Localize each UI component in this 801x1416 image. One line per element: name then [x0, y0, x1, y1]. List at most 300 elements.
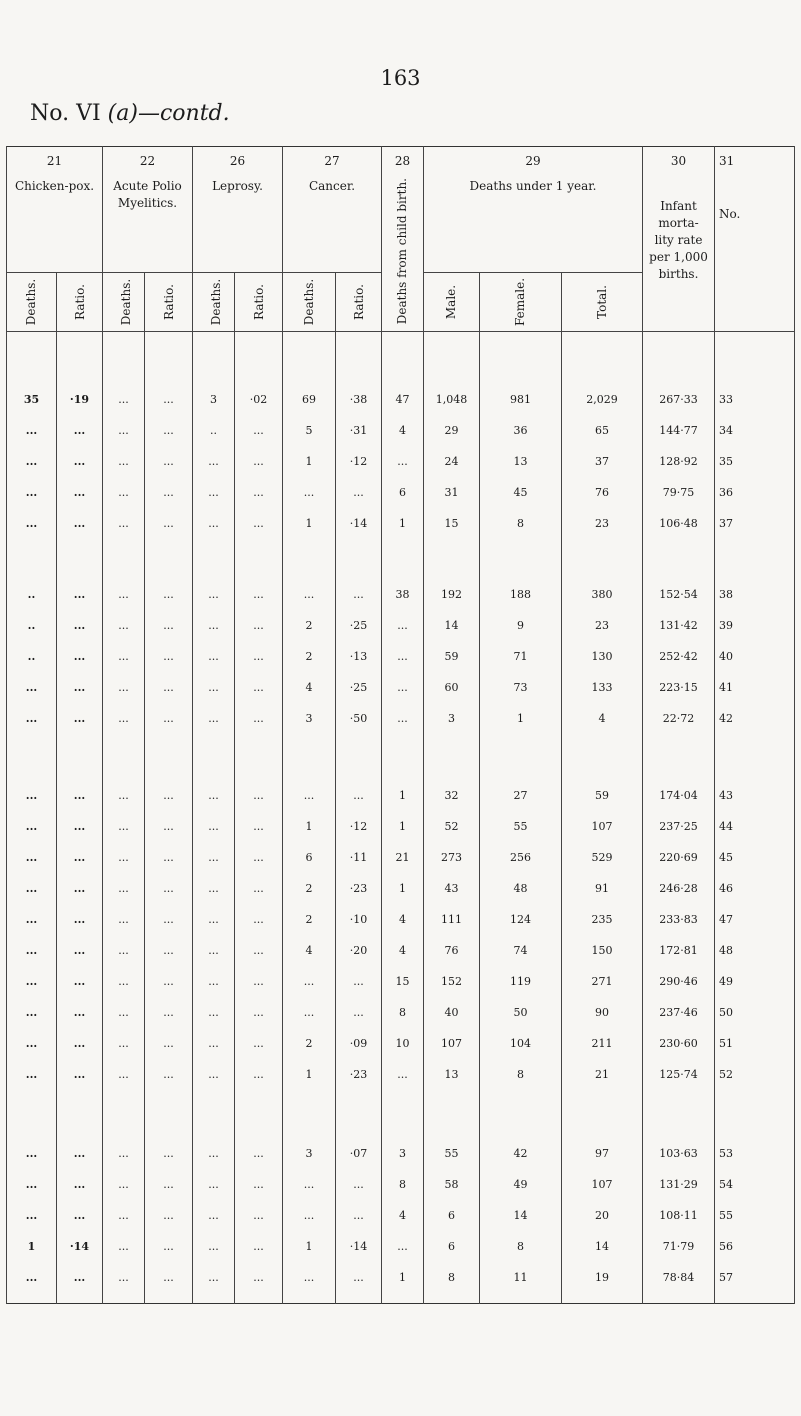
- table-cell: 267·33: [643, 384, 715, 415]
- table-cell: ...: [145, 384, 193, 415]
- table-cell: 47: [382, 384, 424, 415]
- table-cell: ...: [57, 780, 103, 811]
- table-cell: ...: [235, 1059, 283, 1090]
- table-row: [7, 811, 795, 842]
- table-cell: 10: [382, 1028, 424, 1059]
- table-cell: ·02: [235, 384, 283, 415]
- table-cell: ...: [103, 1262, 145, 1293]
- table-cell: ...: [283, 477, 336, 508]
- subheader-female: [480, 273, 562, 332]
- table-cell: 1: [382, 811, 424, 842]
- table-cell: ...: [7, 672, 57, 703]
- table-cell: ·25: [336, 672, 382, 703]
- table-cell: ·38: [336, 384, 382, 415]
- table-cell: ·14: [57, 1231, 103, 1262]
- table-cell: ...: [193, 672, 235, 703]
- table-cell: ...: [103, 641, 145, 672]
- table-cell: ·23: [336, 1059, 382, 1090]
- table-cell: 35: [7, 384, 57, 415]
- table-cell: 15: [424, 508, 480, 539]
- table-cell: ...: [103, 1169, 145, 1200]
- table-cell: 37: [715, 508, 795, 539]
- table-cell: 256: [480, 842, 562, 873]
- spacer-cell: [424, 539, 480, 579]
- table-cell: ·11: [336, 842, 382, 873]
- table-cell: 8: [480, 508, 562, 539]
- table-cell: 131·42: [643, 610, 715, 641]
- table-cell: ...: [193, 446, 235, 477]
- spacer-cell: [193, 1293, 235, 1304]
- table-cell: ...: [57, 579, 103, 610]
- table-cell: ·12: [336, 811, 382, 842]
- table-cell: ...: [193, 1200, 235, 1231]
- table-cell: 152·54: [643, 579, 715, 610]
- group-spacer: [7, 734, 795, 780]
- table-cell: 40: [715, 641, 795, 672]
- table-cell: 11: [480, 1262, 562, 1293]
- table-cell: ·13: [336, 641, 382, 672]
- header-child-birth: [382, 147, 424, 332]
- table-cell: 380: [562, 579, 643, 610]
- table-cell: ...: [145, 873, 193, 904]
- subheader-male-label: Male.: [444, 284, 459, 320]
- spacer-cell: [643, 1293, 715, 1304]
- table-cell: ...: [57, 873, 103, 904]
- table-cell: ...: [283, 579, 336, 610]
- table-cell: ...: [145, 997, 193, 1028]
- subheader-deaths: [283, 273, 336, 332]
- spacer-cell: [235, 1090, 283, 1138]
- table-row: [7, 477, 795, 508]
- table-cell: 981: [480, 384, 562, 415]
- table-cell: 76: [424, 935, 480, 966]
- table-row: [7, 935, 795, 966]
- table-cell: ...: [235, 610, 283, 641]
- table-cell: ...: [57, 672, 103, 703]
- header-child-birth-title: Deaths from child birth.: [395, 178, 410, 325]
- table-cell: 37: [562, 446, 643, 477]
- table-cell: ...: [7, 1262, 57, 1293]
- spacer-cell: [562, 734, 643, 780]
- table-cell: 4: [283, 672, 336, 703]
- table-cell: ...: [103, 703, 145, 734]
- table-cell: 59: [424, 641, 480, 672]
- table-cell: 106·48: [643, 508, 715, 539]
- table-cell: 74: [480, 935, 562, 966]
- spacer-cell: [336, 734, 382, 780]
- table-cell: 107: [562, 811, 643, 842]
- heading-italic: (a)—contd.: [107, 101, 230, 126]
- table-cell: ..: [7, 641, 57, 672]
- table-cell: 237·25: [643, 811, 715, 842]
- table-cell: ...: [103, 966, 145, 997]
- table-cell: 107: [424, 1028, 480, 1059]
- table-cell: 58: [424, 1169, 480, 1200]
- table-cell: ...: [235, 508, 283, 539]
- subheader-ratio-label: Ratio.: [72, 284, 87, 320]
- header-chicken-pox: [7, 147, 103, 273]
- table-cell: 6: [283, 842, 336, 873]
- table-cell: ...: [145, 966, 193, 997]
- table-cell: 1: [7, 1231, 57, 1262]
- table-footer-spacer: [7, 1293, 795, 1304]
- table-cell: 2: [283, 873, 336, 904]
- table-cell: 52: [424, 811, 480, 842]
- table-cell: 1: [382, 508, 424, 539]
- table-cell: 223·15: [643, 672, 715, 703]
- table-cell: ...: [193, 780, 235, 811]
- table-cell: ...: [145, 446, 193, 477]
- table-cell: ...: [7, 1138, 57, 1169]
- table-cell: 144·77: [643, 415, 715, 446]
- table-cell: ...: [193, 641, 235, 672]
- spacer-cell: [480, 734, 562, 780]
- subheader-ratio-label: Ratio.: [161, 284, 176, 320]
- table-cell: ...: [7, 508, 57, 539]
- subheader-deaths: [7, 273, 57, 332]
- header-no: [715, 147, 795, 332]
- table-heading: [30, 101, 230, 126]
- table-cell: ·09: [336, 1028, 382, 1059]
- table-cell: 54: [715, 1169, 795, 1200]
- colnum-26: 26: [229, 154, 246, 168]
- table-cell: 111: [424, 904, 480, 935]
- subheader-total: [562, 273, 643, 332]
- table-cell: 15: [382, 966, 424, 997]
- spacer-cell: [145, 332, 193, 385]
- table-cell: ...: [193, 997, 235, 1028]
- table-cell: ...: [145, 477, 193, 508]
- table-cell: ...: [57, 415, 103, 446]
- table-cell: ·20: [336, 935, 382, 966]
- table-cell: 38: [715, 579, 795, 610]
- table-cell: ...: [145, 1138, 193, 1169]
- table-cell: 235: [562, 904, 643, 935]
- colnum-30: 30: [670, 154, 687, 168]
- table-cell: ...: [235, 1028, 283, 1059]
- table-cell: ...: [382, 703, 424, 734]
- table-row: [7, 703, 795, 734]
- spacer-cell: [382, 1293, 424, 1304]
- table-row: [7, 1059, 795, 1090]
- table-cell: ...: [235, 1262, 283, 1293]
- subheader-deaths-label: Deaths.: [119, 278, 134, 326]
- subheader-deaths-label: Deaths.: [209, 278, 224, 326]
- spacer-cell: [7, 734, 57, 780]
- table-cell: ...: [336, 1262, 382, 1293]
- table-cell: 1: [283, 811, 336, 842]
- header-polio: [103, 147, 193, 273]
- table-cell: 14: [424, 610, 480, 641]
- table-cell: 41: [715, 672, 795, 703]
- table-cell: 22·72: [643, 703, 715, 734]
- table-cell: 23: [562, 610, 643, 641]
- colnum-31: 31: [719, 154, 735, 168]
- spacer-cell: [643, 1090, 715, 1138]
- colnum-28: 28: [394, 154, 411, 168]
- colnum-22: 22: [139, 154, 156, 168]
- table-cell: ...: [103, 1059, 145, 1090]
- table-cell: 45: [480, 477, 562, 508]
- table-cell: 4: [382, 935, 424, 966]
- spacer-cell: [382, 332, 424, 385]
- spacer-cell: [336, 539, 382, 579]
- spacer-cell: [103, 1090, 145, 1138]
- spacer-cell: [57, 1293, 103, 1304]
- table-cell: ...: [235, 1169, 283, 1200]
- table-row: [7, 997, 795, 1028]
- spacer-cell: [424, 734, 480, 780]
- table-cell: ...: [336, 1169, 382, 1200]
- table-cell: ...: [57, 1200, 103, 1231]
- table-cell: ...: [57, 997, 103, 1028]
- subheader-ratio-label: Ratio.: [351, 284, 366, 320]
- spacer-cell: [103, 539, 145, 579]
- table-cell: 20: [562, 1200, 643, 1231]
- spacer-cell: [424, 1293, 480, 1304]
- table-cell: 2: [283, 1028, 336, 1059]
- table-cell: 2,029: [562, 384, 643, 415]
- subheader-deaths-label: Deaths.: [302, 278, 317, 326]
- table-cell: ...: [145, 415, 193, 446]
- table-cell: ·10: [336, 904, 382, 935]
- table-cell: ...: [235, 780, 283, 811]
- table-cell: ...: [193, 1169, 235, 1200]
- table-cell: 3: [193, 384, 235, 415]
- table-cell: ...: [103, 811, 145, 842]
- table-cell: 42: [715, 703, 795, 734]
- table-cell: ...: [193, 904, 235, 935]
- table-cell: ...: [57, 1138, 103, 1169]
- table-cell: 59: [562, 780, 643, 811]
- spacer-cell: [336, 1090, 382, 1138]
- table-cell: 43: [715, 780, 795, 811]
- table-cell: 91: [562, 873, 643, 904]
- table-cell: 130: [562, 641, 643, 672]
- table-cell: 50: [715, 997, 795, 1028]
- table-cell: ...: [103, 477, 145, 508]
- table-cell: 8: [480, 1059, 562, 1090]
- table-cell: ...: [382, 641, 424, 672]
- table-cell: ...: [235, 842, 283, 873]
- table-cell: 4: [382, 1200, 424, 1231]
- table-cell: ...: [193, 703, 235, 734]
- spacer-cell: [145, 734, 193, 780]
- table-cell: ...: [235, 641, 283, 672]
- table-cell: ...: [235, 873, 283, 904]
- spacer-cell: [7, 539, 57, 579]
- table-cell: 36: [480, 415, 562, 446]
- spacer-cell: [57, 1090, 103, 1138]
- table-row: [7, 1169, 795, 1200]
- spacer-cell: [336, 332, 382, 385]
- table-cell: 49: [480, 1169, 562, 1200]
- spacer-cell: [145, 539, 193, 579]
- table-cell: 38: [382, 579, 424, 610]
- table-cell: ...: [57, 610, 103, 641]
- table-cell: ...: [57, 1028, 103, 1059]
- spacer-cell: [235, 1293, 283, 1304]
- table-cell: 3: [382, 1138, 424, 1169]
- spacer-cell: [193, 539, 235, 579]
- table-cell: 40: [424, 997, 480, 1028]
- spacer-cell: [382, 734, 424, 780]
- table-cell: ...: [103, 842, 145, 873]
- spacer-cell: [145, 1090, 193, 1138]
- table-cell: 43: [424, 873, 480, 904]
- header-cancer: [283, 147, 382, 273]
- table-cell: ...: [7, 811, 57, 842]
- spacer-cell: [283, 332, 336, 385]
- table-cell: ...: [57, 811, 103, 842]
- table-cell: 4: [283, 935, 336, 966]
- table-cell: 4: [562, 703, 643, 734]
- table-cell: 1,048: [424, 384, 480, 415]
- table-cell: ...: [7, 703, 57, 734]
- header-cancer-title: Cancer.: [308, 179, 356, 193]
- table-cell: 55: [480, 811, 562, 842]
- table-cell: 124: [480, 904, 562, 935]
- subheader-ratio: [145, 273, 193, 332]
- table-cell: 104: [480, 1028, 562, 1059]
- table-cell: ...: [103, 1200, 145, 1231]
- table-cell: 3: [283, 1138, 336, 1169]
- table-cell: 8: [382, 1169, 424, 1200]
- table-cell: ...: [235, 415, 283, 446]
- table-cell: 103·63: [643, 1138, 715, 1169]
- table-cell: ...: [336, 579, 382, 610]
- header-infant-mortality-title: Infant morta- lity rate per 1,000 births.: [649, 199, 708, 281]
- table-cell: 1: [382, 1262, 424, 1293]
- spacer-cell: [480, 1293, 562, 1304]
- table-cell: ...: [103, 780, 145, 811]
- table-cell: 78·84: [643, 1262, 715, 1293]
- table-cell: ...: [235, 703, 283, 734]
- table-cell: 14: [480, 1200, 562, 1231]
- table-cell: ...: [283, 1200, 336, 1231]
- table-cell: 133: [562, 672, 643, 703]
- table-row: [7, 873, 795, 904]
- table-cell: 27: [480, 780, 562, 811]
- table-cell: ...: [193, 873, 235, 904]
- table-cell: ...: [193, 1231, 235, 1262]
- table-cell: ·12: [336, 446, 382, 477]
- table-cell: ...: [193, 966, 235, 997]
- table-cell: 2: [283, 641, 336, 672]
- table-cell: ...: [193, 1059, 235, 1090]
- table-cell: ...: [145, 1231, 193, 1262]
- table-cell: 60: [424, 672, 480, 703]
- table-cell: ..: [7, 610, 57, 641]
- subheader-deaths: [103, 273, 145, 332]
- table-cell: ...: [235, 672, 283, 703]
- table-cell: ...: [7, 904, 57, 935]
- table-cell: ...: [57, 904, 103, 935]
- spacer-cell: [562, 539, 643, 579]
- page-number: 163: [380, 66, 421, 90]
- spacer-cell: [283, 734, 336, 780]
- table-cell: 5: [283, 415, 336, 446]
- table-cell: ...: [193, 935, 235, 966]
- table-cell: ...: [235, 579, 283, 610]
- table-cell: 46: [715, 873, 795, 904]
- table-cell: 1: [283, 1231, 336, 1262]
- table-cell: ...: [193, 811, 235, 842]
- table-cell: 107: [562, 1169, 643, 1200]
- spacer-cell: [103, 1293, 145, 1304]
- spacer-cell: [715, 539, 795, 579]
- table-cell: 220·69: [643, 842, 715, 873]
- group-spacer: [7, 332, 795, 385]
- table-cell: ·14: [336, 1231, 382, 1262]
- table-cell: ·23: [336, 873, 382, 904]
- table-row: [7, 672, 795, 703]
- table-cell: ...: [7, 1059, 57, 1090]
- spacer-cell: [562, 1293, 643, 1304]
- table-row: [7, 1231, 795, 1262]
- table-cell: ...: [103, 1231, 145, 1262]
- table-cell: 6: [382, 477, 424, 508]
- spacer-cell: [480, 539, 562, 579]
- table-cell: 55: [715, 1200, 795, 1231]
- group-spacer: [7, 1090, 795, 1138]
- table-cell: 188: [480, 579, 562, 610]
- table-cell: ...: [283, 780, 336, 811]
- table-cell: ·14: [336, 508, 382, 539]
- table-cell: ...: [7, 780, 57, 811]
- table-cell: ...: [145, 672, 193, 703]
- spacer-cell: [336, 1293, 382, 1304]
- group-spacer: [7, 539, 795, 579]
- table-cell: ...: [336, 477, 382, 508]
- spacer-cell: [480, 332, 562, 385]
- table-cell: 50: [480, 997, 562, 1028]
- table-row: [7, 780, 795, 811]
- table-cell: ...: [235, 997, 283, 1028]
- table-cell: ...: [7, 477, 57, 508]
- table-cell: ...: [103, 384, 145, 415]
- table-cell: 3: [283, 703, 336, 734]
- table-cell: ...: [336, 780, 382, 811]
- table-cell: 57: [715, 1262, 795, 1293]
- table-cell: 71: [480, 641, 562, 672]
- table-body: [7, 332, 795, 1304]
- spacer-cell: [480, 1090, 562, 1138]
- table-cell: ...: [235, 1138, 283, 1169]
- table-cell: 108·11: [643, 1200, 715, 1231]
- table-cell: 3: [424, 703, 480, 734]
- table-row: [7, 446, 795, 477]
- table-cell: 8: [382, 997, 424, 1028]
- table-cell: ...: [103, 1028, 145, 1059]
- header-chicken-pox-title: Chicken-pox.: [14, 179, 95, 193]
- spacer-cell: [382, 1090, 424, 1138]
- table-cell: 1: [382, 873, 424, 904]
- table-cell: ...: [57, 1262, 103, 1293]
- colnum-29: 29: [525, 154, 541, 168]
- table-cell: ...: [283, 1169, 336, 1200]
- table-cell: 1: [283, 1059, 336, 1090]
- table-row: [7, 1028, 795, 1059]
- table-cell: 14: [562, 1231, 643, 1262]
- table-cell: 19: [562, 1262, 643, 1293]
- table-cell: ...: [57, 966, 103, 997]
- subheader-deaths-label: Deaths.: [24, 278, 39, 326]
- table-row: [7, 966, 795, 997]
- spacer-cell: [7, 1090, 57, 1138]
- table-cell: 24: [424, 446, 480, 477]
- table-cell: 33: [715, 384, 795, 415]
